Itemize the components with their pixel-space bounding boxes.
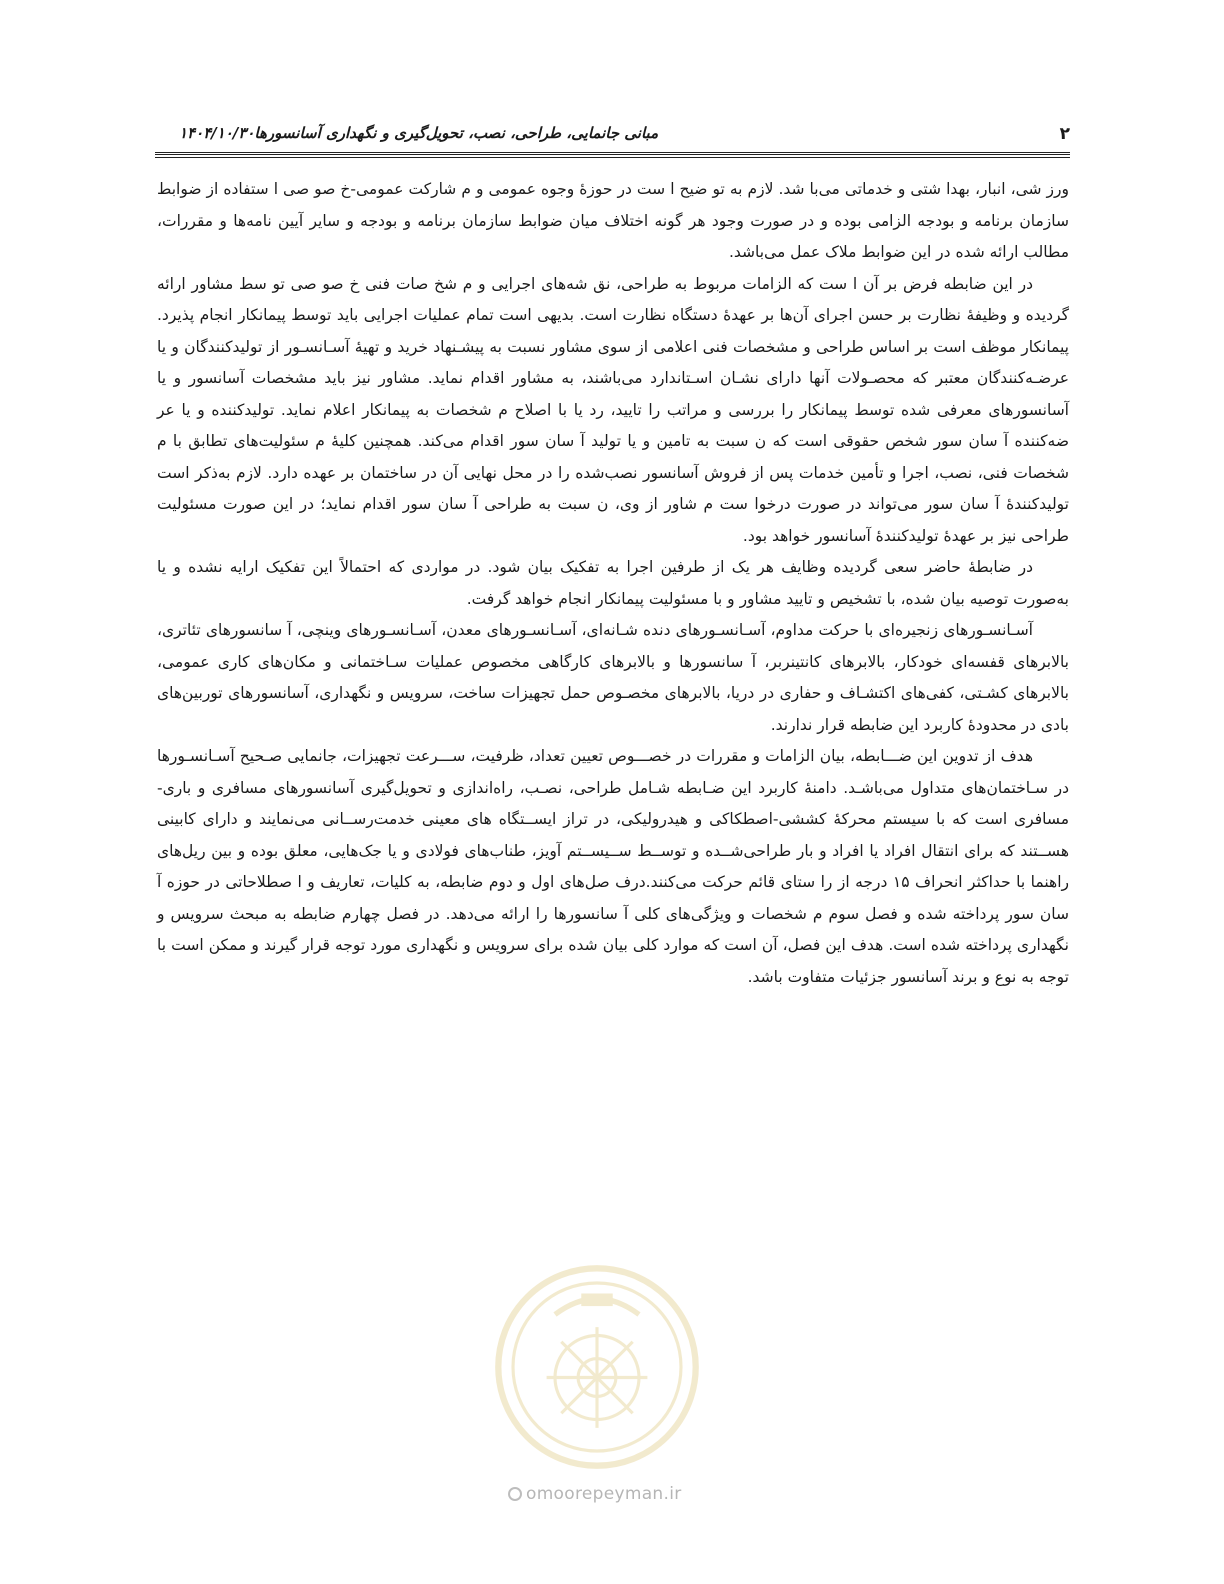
page-header (155, 118, 1070, 156)
watermark-seal-icon (492, 1262, 702, 1472)
body-text (157, 174, 1069, 993)
header-title: مبانی جانمایی، طراحی، نصب، تحویل‌گیری و نگهداری آسانسورها (254, 124, 659, 142)
page-number: ۲ (1059, 124, 1070, 144)
watermark-url-text: omoorepeyman.ir (526, 1484, 682, 1504)
header-divider (155, 152, 1070, 158)
paragraph: ورز شی، انبار، بهدا شتی و خدماتی می‌با شد. لازم به تو ضیح ا ست در حوزهٔ وجوه عمومی و م شارکت عمومی-خ صو صی ا ستفاده از ضوابط سازمان برنامه و بودجه الزامی بوده و در صورت وجود هر گونه اختلاف میان ضوابط سازمان برنامه و بودجه و سایر آیین نامه‌ها و مقررات، مطالب ارائه شده در این ضوابط ملاک عمل می‌باشد. (157, 180, 1069, 261)
header-date: ۱۴۰۴/۱۰/۳۰ (179, 124, 255, 142)
globe-icon (508, 1487, 522, 1501)
paragraph: آسـانسـورهای زنجیره‌ای با حرکت مداوم، آسـانسـورهای دنده شـانه‌ای، آسـانسـورهای معدن، آسـانسـورهای وینچی، آ سانسورهای تئاتری، بالابرهای قفسه‌ای خودکار، بالابرهای کانتینربر، آ سانسورها و بالابرهای کارگاهی مخصوص عملیات سـاختمانی و مکان‌های کاری عمومی، بالابرهای کشـتی، کفی‌های اکتشـاف و حفاری در دریا، بالابرهای مخصـوص حمل تجهیزات ساخت، سرویس و نگهداری، آسانسورهای توربین‌های بادی در محدودهٔ کاربرد این ضابطه قرار ندارند. (157, 621, 1069, 734)
paragraph: در ضابطهٔ حاضر سعی گردیده وظایف هر یک از طرفین اجرا به تفکیک بیان شود. در مواردی که احتمالاً این تفکیک ارایه نشده و یا به‌صورت توصیه بیان شده، با تشخیص و تایید مشاور و با مسئولیت پیمانکار انجام خواهد گرفت. (157, 558, 1069, 608)
watermark-url (508, 1484, 682, 1504)
paragraph: هدف از تدوین این ضـــابطه، بیان الزامات و مقررات در خصـــوص تعیین تعداد، ظرفیت، ســـرعت تجهیزات، جانمایی صـحیح آسـانسـورها در سـاختمان‌های متداول می‌باشـد. دامنهٔ کاربرد این ضـابطه شـامل طراحی، نصـب، راه‌اندازی و تحویل‌گیری آسانسورهای مسافری و باری-مسافری است که با سیستم محرکهٔ کششی-اصطکاکی و هیدرولیکی، در تراز ایســتگاه های معینی خدمت‌رســانی می‌نمایند و دارای کابینی هســتند که برای انتقال افراد یا افراد و بار طراحی‌شــده و توســط ســیســتم آویز، طناب‌های فولادی و یا جک‌هایی، معلق بوده و بین ریل‌های راهنما با حداکثر انحراف ۱۵ درجه از را ستای قائم حرکت می‌کنند.درف صل‌های اول و دوم ضابطه، به کلیات، تعاریف و ا صطلاحاتی در حوزه آ سان سور پرداخته شده و فصل سوم م شخصات و ویژگی‌های کلی آ سانسورها را ارائه می‌دهد. در فصل چهارم ضابطه به مبحث سرویس و نگهداری پرداخته شده است. هدف این فصل، آن است که موارد کلی بیان شده برای سرویس و نگهداری مورد توجه قرار گیرند و ممکن است با توجه به نوع و برند آسانسور جزئیات متفاوت باشد. (157, 747, 1069, 986)
paragraph: در این ضابطه فرض بر آن ا ست که الزامات مربوط به طراحی، نق شه‌های اجرایی و م شخ صات فنی خ صو صی تو سط مشاور ارائه گردیده و وظیفهٔ نظارت بر حسن اجرای آن‌ها بر عهدهٔ دستگاه نظارت است. بدیهی است تمام عملیات اجرایی باید توسط پیمانکار انجام پذیرد. پیمانکار موظف است بر اساس طراحی و مشخصات فنی اعلامی از سوی مشاور نسبت به پیشـنهاد خرید و تهیهٔ آسـانسـور از تولیدکنندگان و یا عرضـه‌کنندگان معتبر که محصـولات آنها دارای نشـان اسـتاندارد می‌باشند، به مشاور اقدام نماید. مشاور نیز باید مشخصات آسانسور و یا آسانسورهای معرفی شده توسط پیمانکار را بررسی و مراتب را تایید، رد یا با اصلاح م شخصات به پیمانکار اعلام نماید. تولیدکننده و یا عر ضه‌کننده آ سان سور شخص حقوقی است که ن سبت به تامین و یا تولید آ سان سور اقدام می‌کند. همچنین کلیهٔ م سئولیت‌های تطابق با م شخصات فنی، نصب، اجرا و تأمین خدمات پس از فروش آسانسور نصب‌شده را در محل نهایی آن در ساختمان بر عهده دارد. لازم به‌ذکر است تولیدکنندهٔ آ سان سور می‌تواند در صورت درخوا ست م شاور از وی، ن سبت به طراحی آ سان سور اقدام نماید؛ در این صورت مسئولیت طراحی نیز بر عهدهٔ تولیدکنندهٔ آسانسور خواهد بود. (157, 274, 1069, 545)
header-title-group (155, 124, 658, 142)
